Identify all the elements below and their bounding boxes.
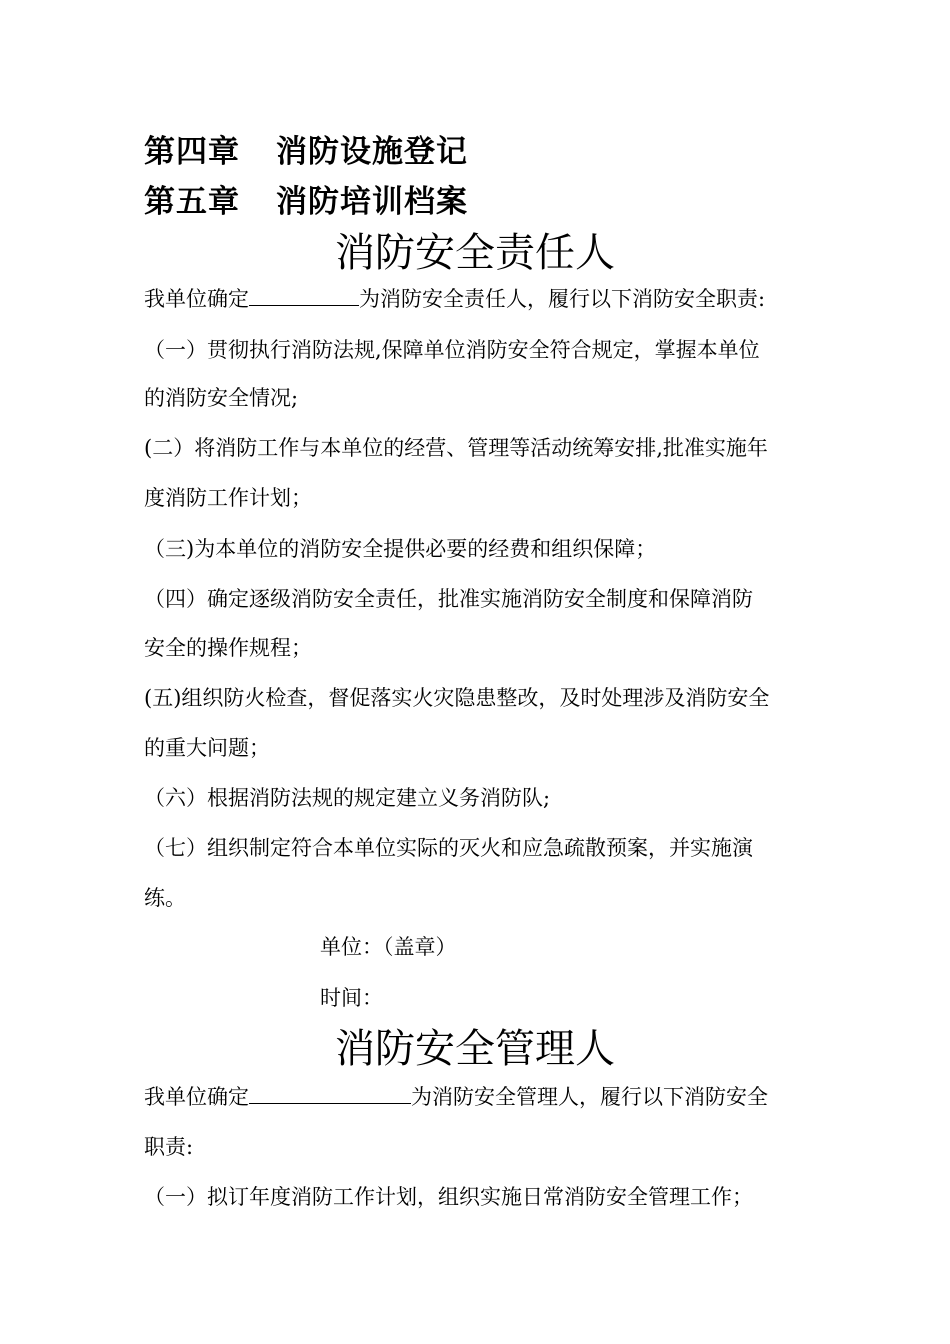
duty-line: 度消防工作计划； (144, 486, 312, 510)
responsible-person-blank[interactable] (249, 285, 359, 306)
duty-line: 练。 (144, 886, 186, 910)
duty-line: （三)为本单位的消防安全提供必要的经费和组织保障； (144, 537, 657, 561)
section1-title: 消防安全责任人 (335, 230, 615, 276)
section2-intro (144, 1083, 768, 1111)
section2-intro-after: 为消防安全管理人，履行以下消防安全 (411, 1085, 768, 1109)
section2-intro-before: 我单位确定 (144, 1085, 249, 1109)
chapter-4-number: 第四章 (144, 134, 240, 170)
chapter-4-heading (144, 132, 468, 172)
manager-person-blank[interactable] (249, 1083, 411, 1104)
chapter-4-title: 消防设施登记 (276, 134, 468, 170)
duty-line: （七）组织制定符合本单位实际的灭火和应急疏散预案，并实施演 (144, 836, 753, 860)
section1-intro-after: 为消防安全责任人，履行以下消防安全职责: (359, 287, 766, 311)
duty-line: 安全的操作规程； (144, 636, 312, 660)
duty-line: 的消防安全情况; (144, 386, 299, 410)
chapter-5-number: 第五章 (144, 184, 240, 220)
section1-intro-before: 我单位确定 (144, 287, 249, 311)
chapter-5-heading (144, 182, 468, 222)
section2-title: 消防安全管理人 (335, 1026, 615, 1072)
chapter-5-title: 消防培训档案 (276, 184, 468, 220)
duty-line: (五)组织防火检查，督促落实火灾隐患整改，及时处理涉及消防安全 (144, 686, 770, 710)
duty-line: （一）拟订年度消防工作计划，组织实施日常消防安全管理工作； (144, 1185, 753, 1209)
duty-line: (二）将消防工作与本单位的经营、管理等活动统筹安排,批准实施年 (144, 436, 768, 460)
section1-intro (144, 285, 765, 313)
time-label: 时间： (320, 986, 383, 1010)
section2-intro-cont: 职责: (144, 1135, 194, 1159)
duty-line: （四）确定逐级消防安全责任，批准实施消防安全制度和保障消防 (144, 587, 753, 611)
unit-seal-label: 单位：（盖章） (320, 935, 457, 959)
duty-line: 的重大问题； (144, 736, 270, 760)
duty-line: （一）贯彻执行消防法规,保障单位消防安全符合规定，掌握本单位 (144, 338, 760, 362)
duty-line: （六）根据消防法规的规定建立义务消防队; (144, 786, 551, 810)
